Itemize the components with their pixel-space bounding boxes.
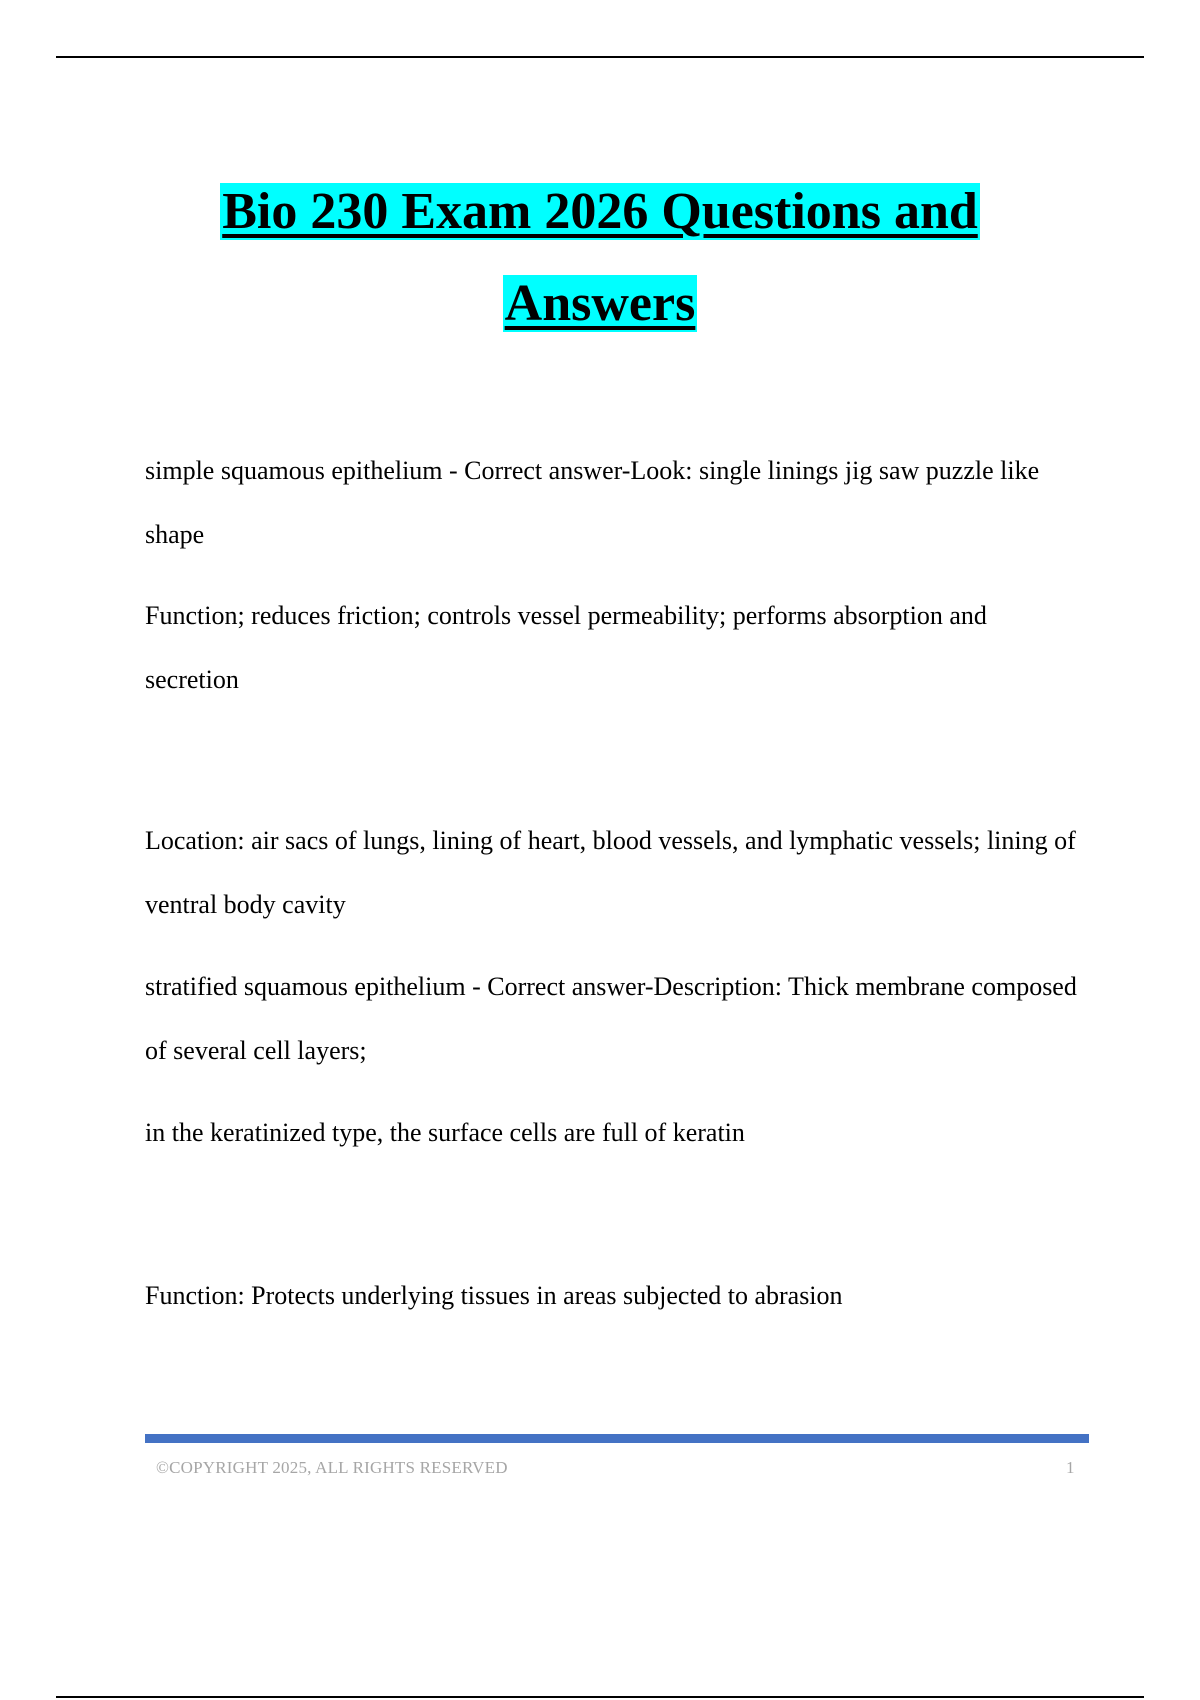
page-number: 1	[1066, 1458, 1075, 1477]
paragraph-simple-squamous-function: Function; reduces friction; controls vessel permeability; performs absorption and secretion	[145, 601, 987, 694]
footer-bar	[145, 1434, 1089, 1443]
paragraph-simple-squamous-look: simple squamous epithelium - Correct answer-Look: single linings jig saw puzzle like shape	[145, 456, 1040, 549]
paragraph-simple-squamous-location: Location: air sacs of lungs, lining of heart, blood vessels, and lymphatic vessels; lining of ventral body cavity	[145, 826, 1076, 919]
title-highlight-1: Bio 230 Exam 2026 Questions and	[222, 183, 978, 240]
paragraph-stratified-squamous-description: stratified squamous epithelium - Correct answer-Description: Thick membrane composed of several cell layers;	[145, 972, 1077, 1065]
footer-copyright: ©COPYRIGHT 2025, ALL RIGHTS RESERVED	[156, 1458, 508, 1477]
title-highlight-2: Answers	[504, 275, 696, 332]
document-title-line-2	[0, 274, 1200, 334]
bottom-rule	[56, 1696, 1144, 1698]
document-title-line-1	[0, 182, 1200, 242]
paragraph-keratinized-type: in the keratinized type, the surface cells are full of keratin	[145, 1118, 745, 1147]
paragraph-stratified-squamous-function: Function: Protects underlying tissues in areas subjected to abrasion	[145, 1281, 843, 1310]
top-rule	[56, 56, 1144, 58]
